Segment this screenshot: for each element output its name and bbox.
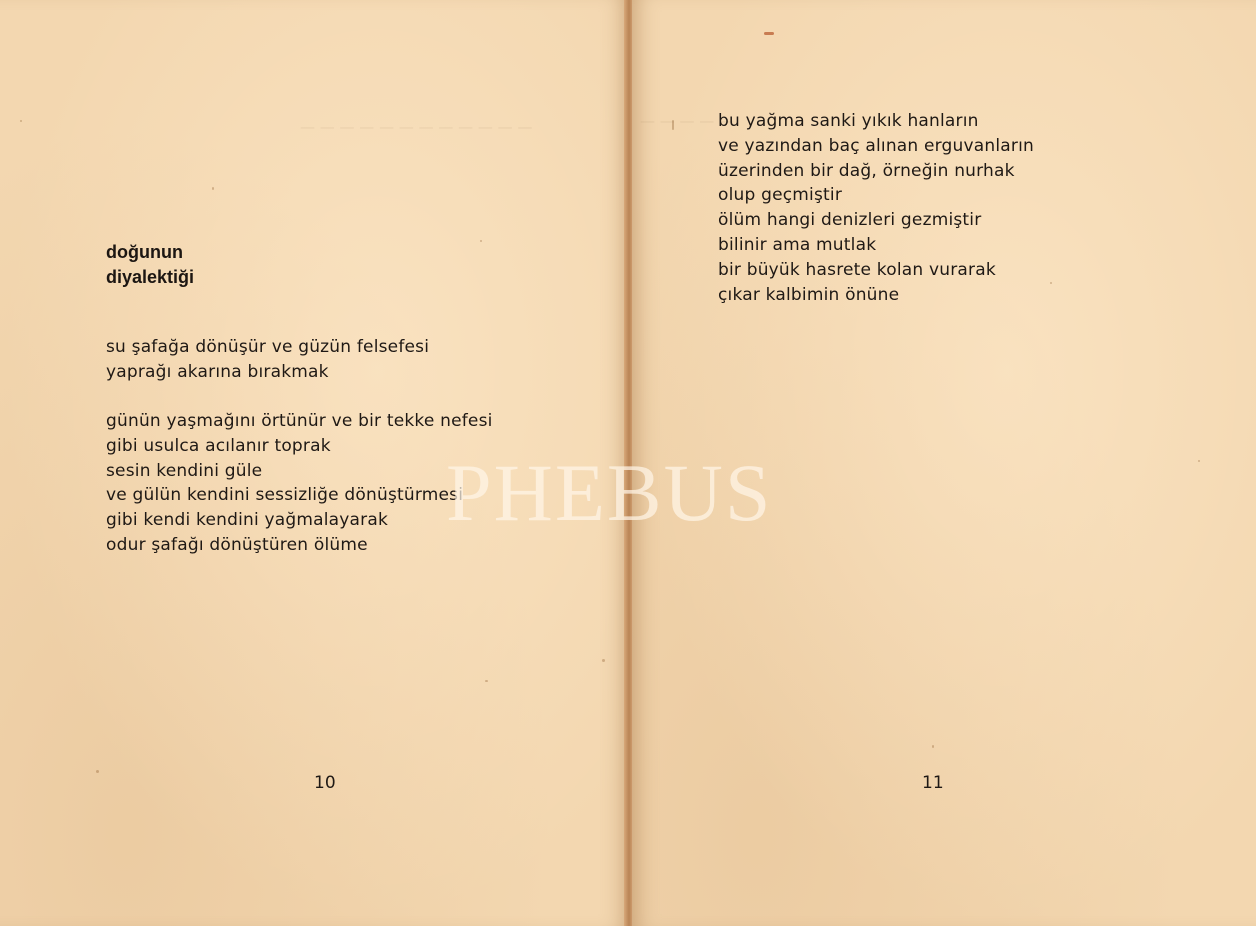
- stanza-2: [106, 409, 493, 558]
- verse-line: odur şafağı dönüştüren ölüme: [106, 534, 368, 555]
- paper-speck: [1198, 460, 1200, 462]
- verse-line: günün yaşmağını örtünür ve bir tekke nefesi: [106, 411, 493, 431]
- poem-title: [106, 240, 194, 290]
- paper-speck: [96, 770, 99, 773]
- page-number-right: 11: [922, 773, 944, 793]
- verse-line: gibi usulca acılanır toprak: [106, 435, 331, 456]
- verse-line: üzerinden bir dağ, örneğin nurhak: [718, 160, 1015, 181]
- show-through-text: — — — — —: [640, 112, 735, 130]
- paper-speck: [485, 680, 488, 682]
- paper-speck: [602, 659, 605, 662]
- verse-line: çıkar kalbimin önüne: [718, 284, 900, 305]
- paper-speck: [212, 187, 214, 190]
- stanza-3: [718, 109, 1034, 307]
- paper-speck: [20, 120, 22, 122]
- stanza-1: [106, 335, 429, 385]
- paper-speck: [932, 745, 934, 748]
- paper-speck: [1050, 282, 1052, 284]
- verse-line: yaprağı akarına bırakmak: [106, 361, 329, 382]
- verse-line: su şafağa dönüşür ve güzün felsefesi: [106, 337, 430, 357]
- verse-line: bilinir ama mutlak: [718, 234, 877, 255]
- verse-line: olup geçmiştir: [718, 185, 843, 206]
- verse-line: ölüm hangi denizleri gezmiştir: [718, 210, 982, 231]
- show-through-text: — — — — — — — — — — — —: [300, 118, 533, 136]
- verse-line: ve yazından baç alınan erguvanların: [718, 135, 1034, 156]
- watermark: PHEBUS: [446, 447, 773, 538]
- verse-line: bir büyük hasrete kolan vurarak: [718, 259, 996, 280]
- verse-line: ve gülün kendini sessizliğe dönüştürmesi: [106, 485, 464, 506]
- verse-line: sesin kendini güle: [106, 460, 263, 481]
- verse-line: bu yağma sanki yıkık hanların: [718, 111, 979, 131]
- poem-title-line: doğunun: [106, 242, 183, 262]
- poem-title-line: diyalektiği: [106, 267, 195, 287]
- verse-line: gibi kendi kendini yağmalayarak: [106, 510, 389, 531]
- page-number-left: 10: [314, 773, 336, 793]
- paper-mark: [764, 32, 774, 35]
- paper-speck: [480, 240, 482, 242]
